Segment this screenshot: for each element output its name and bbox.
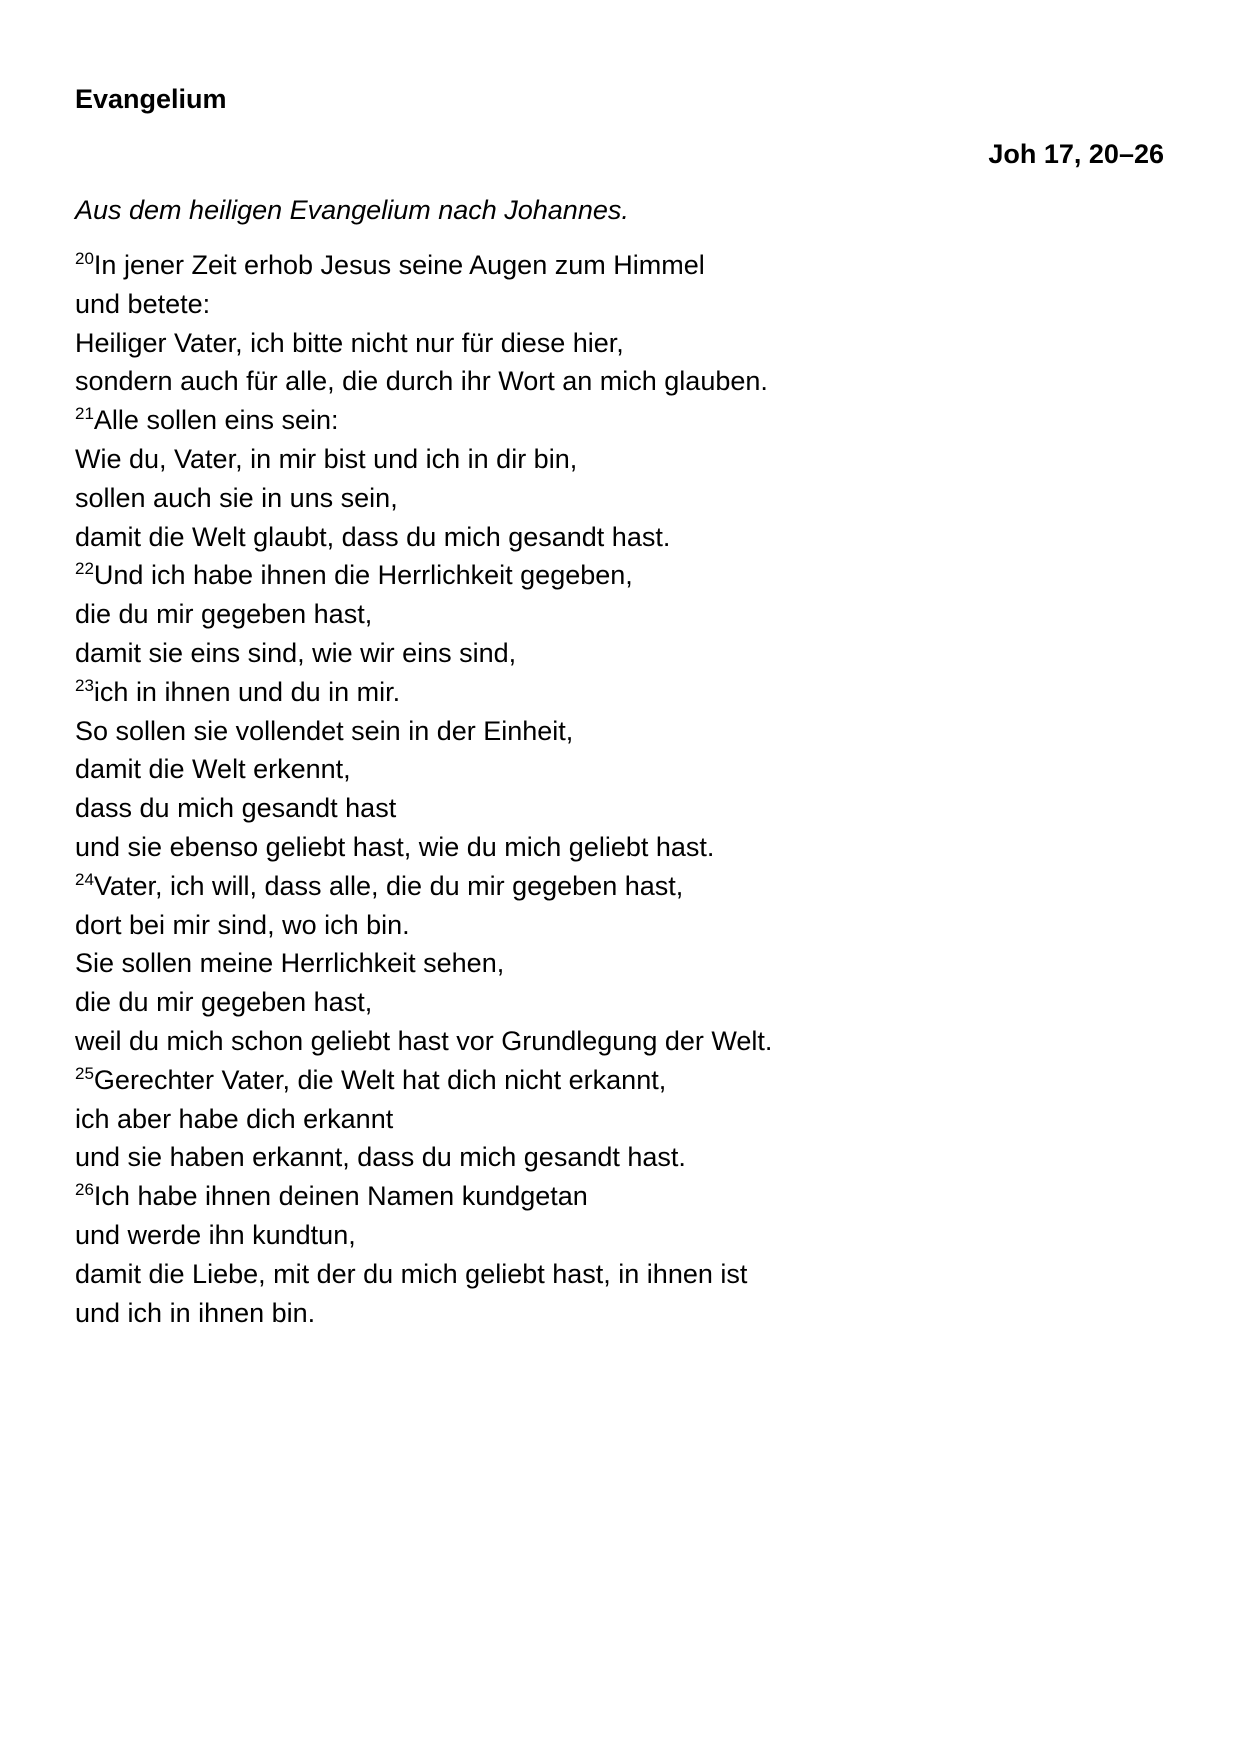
verse-line <box>75 867 1165 906</box>
verse-text: damit die Welt glaubt, dass du mich gesandt hast. <box>75 521 671 552</box>
verse-text: und werde ihn kundtun, <box>75 1219 356 1250</box>
verse-number: 24 <box>75 869 94 889</box>
scripture-reference: Joh 17, 20–26 <box>988 139 1164 169</box>
verse-text: Vater, ich will, dass alle, die du mir gegeben hast, <box>93 870 684 901</box>
verse-number: 22 <box>75 559 94 579</box>
verse-list <box>75 246 1165 1332</box>
verse-text: Ich habe ihnen deinen Namen kundgetan <box>93 1181 588 1212</box>
verse-line <box>75 1216 1165 1255</box>
verse-text: Alle sollen eins sein: <box>93 405 339 436</box>
verse-text: ich aber habe dich erkannt <box>75 1103 394 1134</box>
verse-line <box>75 595 1165 634</box>
verse-line <box>75 556 1165 595</box>
verse-text: und sie ebenso geliebt hast, wie du mich geliebt hast. <box>75 831 715 862</box>
verse-line <box>75 712 1165 751</box>
verse-line <box>75 1177 1165 1216</box>
verse-line <box>75 1138 1165 1177</box>
verse-text: sollen auch sie in uns sein, <box>75 482 398 513</box>
verse-line <box>75 789 1165 828</box>
verse-text: dass du mich gesandt hast <box>75 793 397 824</box>
verse-text: weil du mich schon geliebt hast vor Grundlegung der Welt. <box>75 1025 773 1056</box>
verse-line <box>75 285 1165 324</box>
verse-text: und sie haben erkannt, dass du mich gesandt hast. <box>75 1142 686 1173</box>
verse-line <box>75 828 1165 867</box>
verse-text: Sie sollen meine Herrlichkeit sehen, <box>75 948 505 979</box>
verse-text: sondern auch für alle, die durch ihr Wort an mich glauben. <box>75 366 768 397</box>
verse-line <box>75 1100 1165 1139</box>
verse-text: die du mir gegeben hast, <box>75 599 373 630</box>
verse-line <box>75 906 1165 945</box>
verse-line <box>75 1061 1165 1100</box>
verse-line <box>75 324 1165 363</box>
verse-line <box>75 479 1165 518</box>
verse-line <box>75 673 1165 712</box>
verse-text: und ich in ihnen bin. <box>75 1297 316 1328</box>
verse-line <box>75 944 1165 983</box>
reading-introduction: Aus dem heiligen Evangelium nach Johannes. <box>75 195 629 225</box>
verse-number: 25 <box>75 1063 94 1083</box>
verse-text: ich in ihnen und du in mir. <box>93 676 401 707</box>
verse-line <box>75 1022 1165 1061</box>
verse-text: damit die Welt erkennt, <box>75 754 351 785</box>
verse-text: Heiliger Vater, ich bitte nicht nur für diese hier, <box>75 327 624 358</box>
verse-line <box>75 1294 1165 1333</box>
verse-line <box>75 362 1165 401</box>
verse-line <box>75 634 1165 673</box>
verse-number: 26 <box>75 1180 94 1200</box>
verse-number: 20 <box>75 249 94 268</box>
verse-text: Wie du, Vater, in mir bist und ich in dir bin, <box>75 443 578 474</box>
verse-line <box>75 518 1165 557</box>
verse-text: damit die Liebe, mit der du mich geliebt hast, in ihnen ist <box>75 1258 748 1289</box>
verse-text: So sollen sie vollendet sein in der Einheit, <box>75 715 574 746</box>
verse-line <box>75 1255 1165 1294</box>
section-heading: Evangelium <box>75 84 227 114</box>
verse-text: Und ich habe ihnen die Herrlichkeit gegeben, <box>93 560 633 591</box>
verse-text: In jener Zeit erhob Jesus seine Augen zum Himmel <box>93 250 705 280</box>
verse-line <box>75 983 1165 1022</box>
verse-line <box>75 401 1165 440</box>
verse-text: und betete: <box>75 288 211 319</box>
verse-number: 21 <box>75 404 94 424</box>
verse-text: Gerechter Vater, die Welt hat dich nicht erkannt, <box>93 1064 667 1095</box>
verse-text: dort bei mir sind, wo ich bin. <box>75 909 410 940</box>
verse-text: damit sie eins sind, wie wir eins sind, <box>75 637 517 668</box>
verse-number: 23 <box>75 675 94 695</box>
verse-line <box>75 750 1165 789</box>
verse-line <box>75 246 1165 285</box>
verse-line <box>75 440 1165 479</box>
verse-text: die du mir gegeben hast, <box>75 987 373 1018</box>
